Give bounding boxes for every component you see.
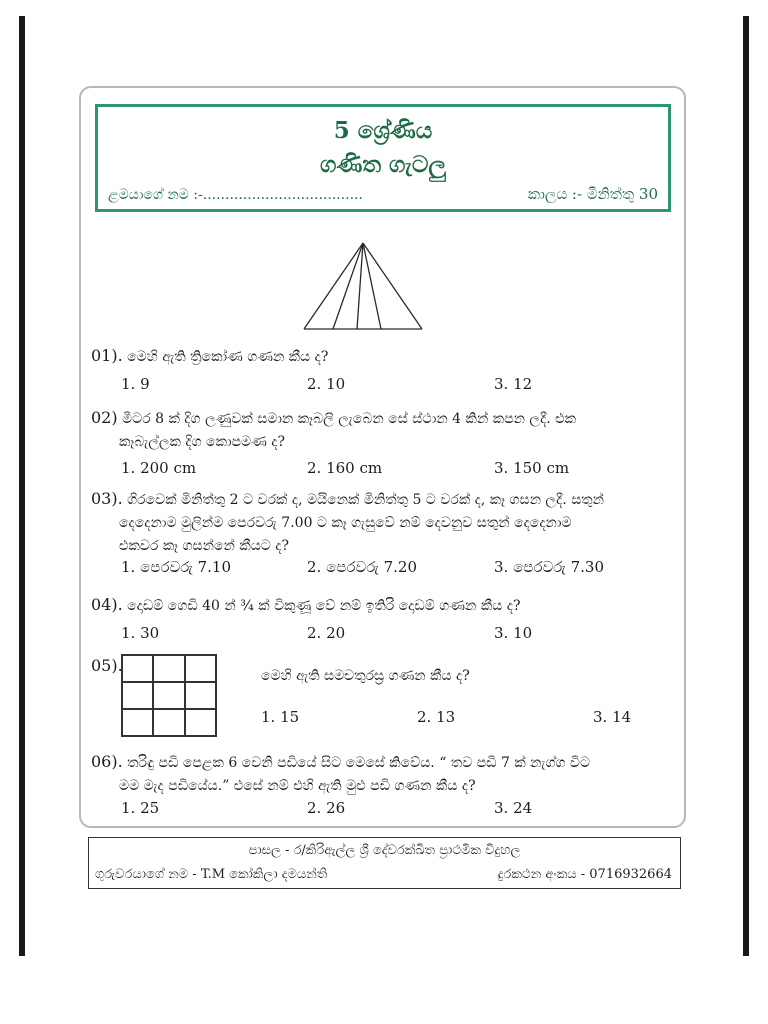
question-number: 03). [91,489,123,508]
option-1: 1. 200 cm [121,459,197,477]
grid-cell [185,682,216,709]
question-number: 04). [91,595,123,614]
triangle-figure [302,241,424,331]
question-text: කෑබැල්ලක දිග කොපමණ ද? [119,434,285,450]
subject-title: ගණිත ගැටලු [320,151,446,178]
option-1: 1. 25 [121,799,160,817]
grid-cell [153,655,184,682]
option-3: 3. 10 [494,624,533,642]
option-1: 1. පෙරවරු 7.10 [121,558,232,576]
question-6 [91,750,590,798]
question-number: 01). [91,346,123,365]
option-2: 2. 26 [307,799,346,817]
question-text: මම මැද පඩියේය.” එසේ නම් එහි ඇති මුළු පඩි ගණන කීය ද? [119,778,476,794]
teacher-name: ගුරුවරයාගේ නම - T.M කෝකිලා දමයන්ති [95,867,328,882]
question-5-number [91,654,123,679]
binder-edge-left [19,16,25,956]
option-2: 2. 20 [307,624,346,642]
question-text: ගිරවෙක් මිනිත්තු 2 ට වරක් ද, මයිනෙක් මිනිත්තු 5 ට වරක් ද, කෑ ගසන ලදී. සතුන් [127,492,604,508]
question-5-options [261,708,661,730]
option-2: 2. පෙරවරු 7.20 [307,558,418,576]
triangle-left-edge [304,243,363,329]
question-2-options [121,459,681,481]
grid-cell [122,655,153,682]
option-2: 2. 13 [417,708,456,726]
question-text: දොඩම් ගෙඩි 40 න් ¾ ක් විකුණූ වේ නම් ඉතිරි දොඩම් ගණන කීය ද? [127,598,521,614]
question-text: මෙහි ඇති සමචතුරස්‍ර ගණන කීය ද? [261,668,470,684]
option-2: 2. 160 cm [307,459,383,477]
worksheet-header [95,104,671,212]
student-name-label: ළමයාගේ නම :- [108,187,203,203]
grid-cell [185,655,216,682]
student-name-blank: .................................... [202,187,363,203]
grid-cell [153,709,184,736]
question-text: මීටර 8 ක් දිග ලණුවක් සමාන කෑබලි ලැබෙන සේ ස්ථාන 4 කින් කපන ලදී. එක [122,411,577,427]
grid-cell [122,709,153,736]
question-number: 06). [91,752,123,771]
option-3: 3. 12 [494,375,533,393]
worksheet-sheet [79,86,686,828]
question-4-options [121,624,681,646]
phone-number: දුරකථන අංකය - 0716932664 [497,867,672,882]
binder-edge-right [743,16,749,956]
student-name-line [108,187,363,203]
grade-title: 5 ශ්‍රේණිය [333,117,433,144]
question-text: එකවර කෑ ගසන්නේ කීයට ද? [119,538,290,554]
question-1 [91,344,328,369]
grid-cell [153,682,184,709]
option-1: 1. 15 [261,708,300,726]
question-2 [91,406,576,454]
square-grid-figure [121,654,217,737]
question-5 [261,665,470,688]
question-3 [91,487,604,558]
school-name: පාසල - ර/කිරිඇල්ල ශ්‍රී දේවරක්ඛිත ප්‍රාථමික විදුහල [248,843,521,858]
option-3: 3. 150 cm [494,459,570,477]
grid-cell [122,682,153,709]
option-3: 3. 14 [593,708,632,726]
worksheet-footer [88,837,681,889]
option-2: 2. 10 [307,375,346,393]
option-3: 3. 24 [494,799,533,817]
question-text: තරිඳු පඩි පෙළක 6 වෙනි පඩියේ සිට මෙසේ කිවේය. “ තව පඩි 7 ක් නැග්ග විට [127,755,591,771]
time-allowed: කාලය :- මිනිත්තු 30 [527,185,658,203]
question-text: මෙහි ඇති ත්‍රිකෝණ ගණන කීය ද? [127,349,329,365]
question-1-options [121,375,681,397]
option-3: 3. පෙරවරු 7.30 [494,558,605,576]
question-3-options [121,558,681,580]
question-4 [91,593,520,618]
question-text: දෙදෙනාම මුලින්ම පෙරවරු 7.00 ට කෑ ගැසුවේ නම් දෙවනුව සතුන් දෙදෙනාම [119,515,572,531]
option-1: 1. 30 [121,624,160,642]
question-number: 02) [91,408,118,427]
grid-cell [185,709,216,736]
question-number: 05). [91,656,123,675]
option-1: 1. 9 [121,375,150,393]
question-6-options [121,799,681,821]
